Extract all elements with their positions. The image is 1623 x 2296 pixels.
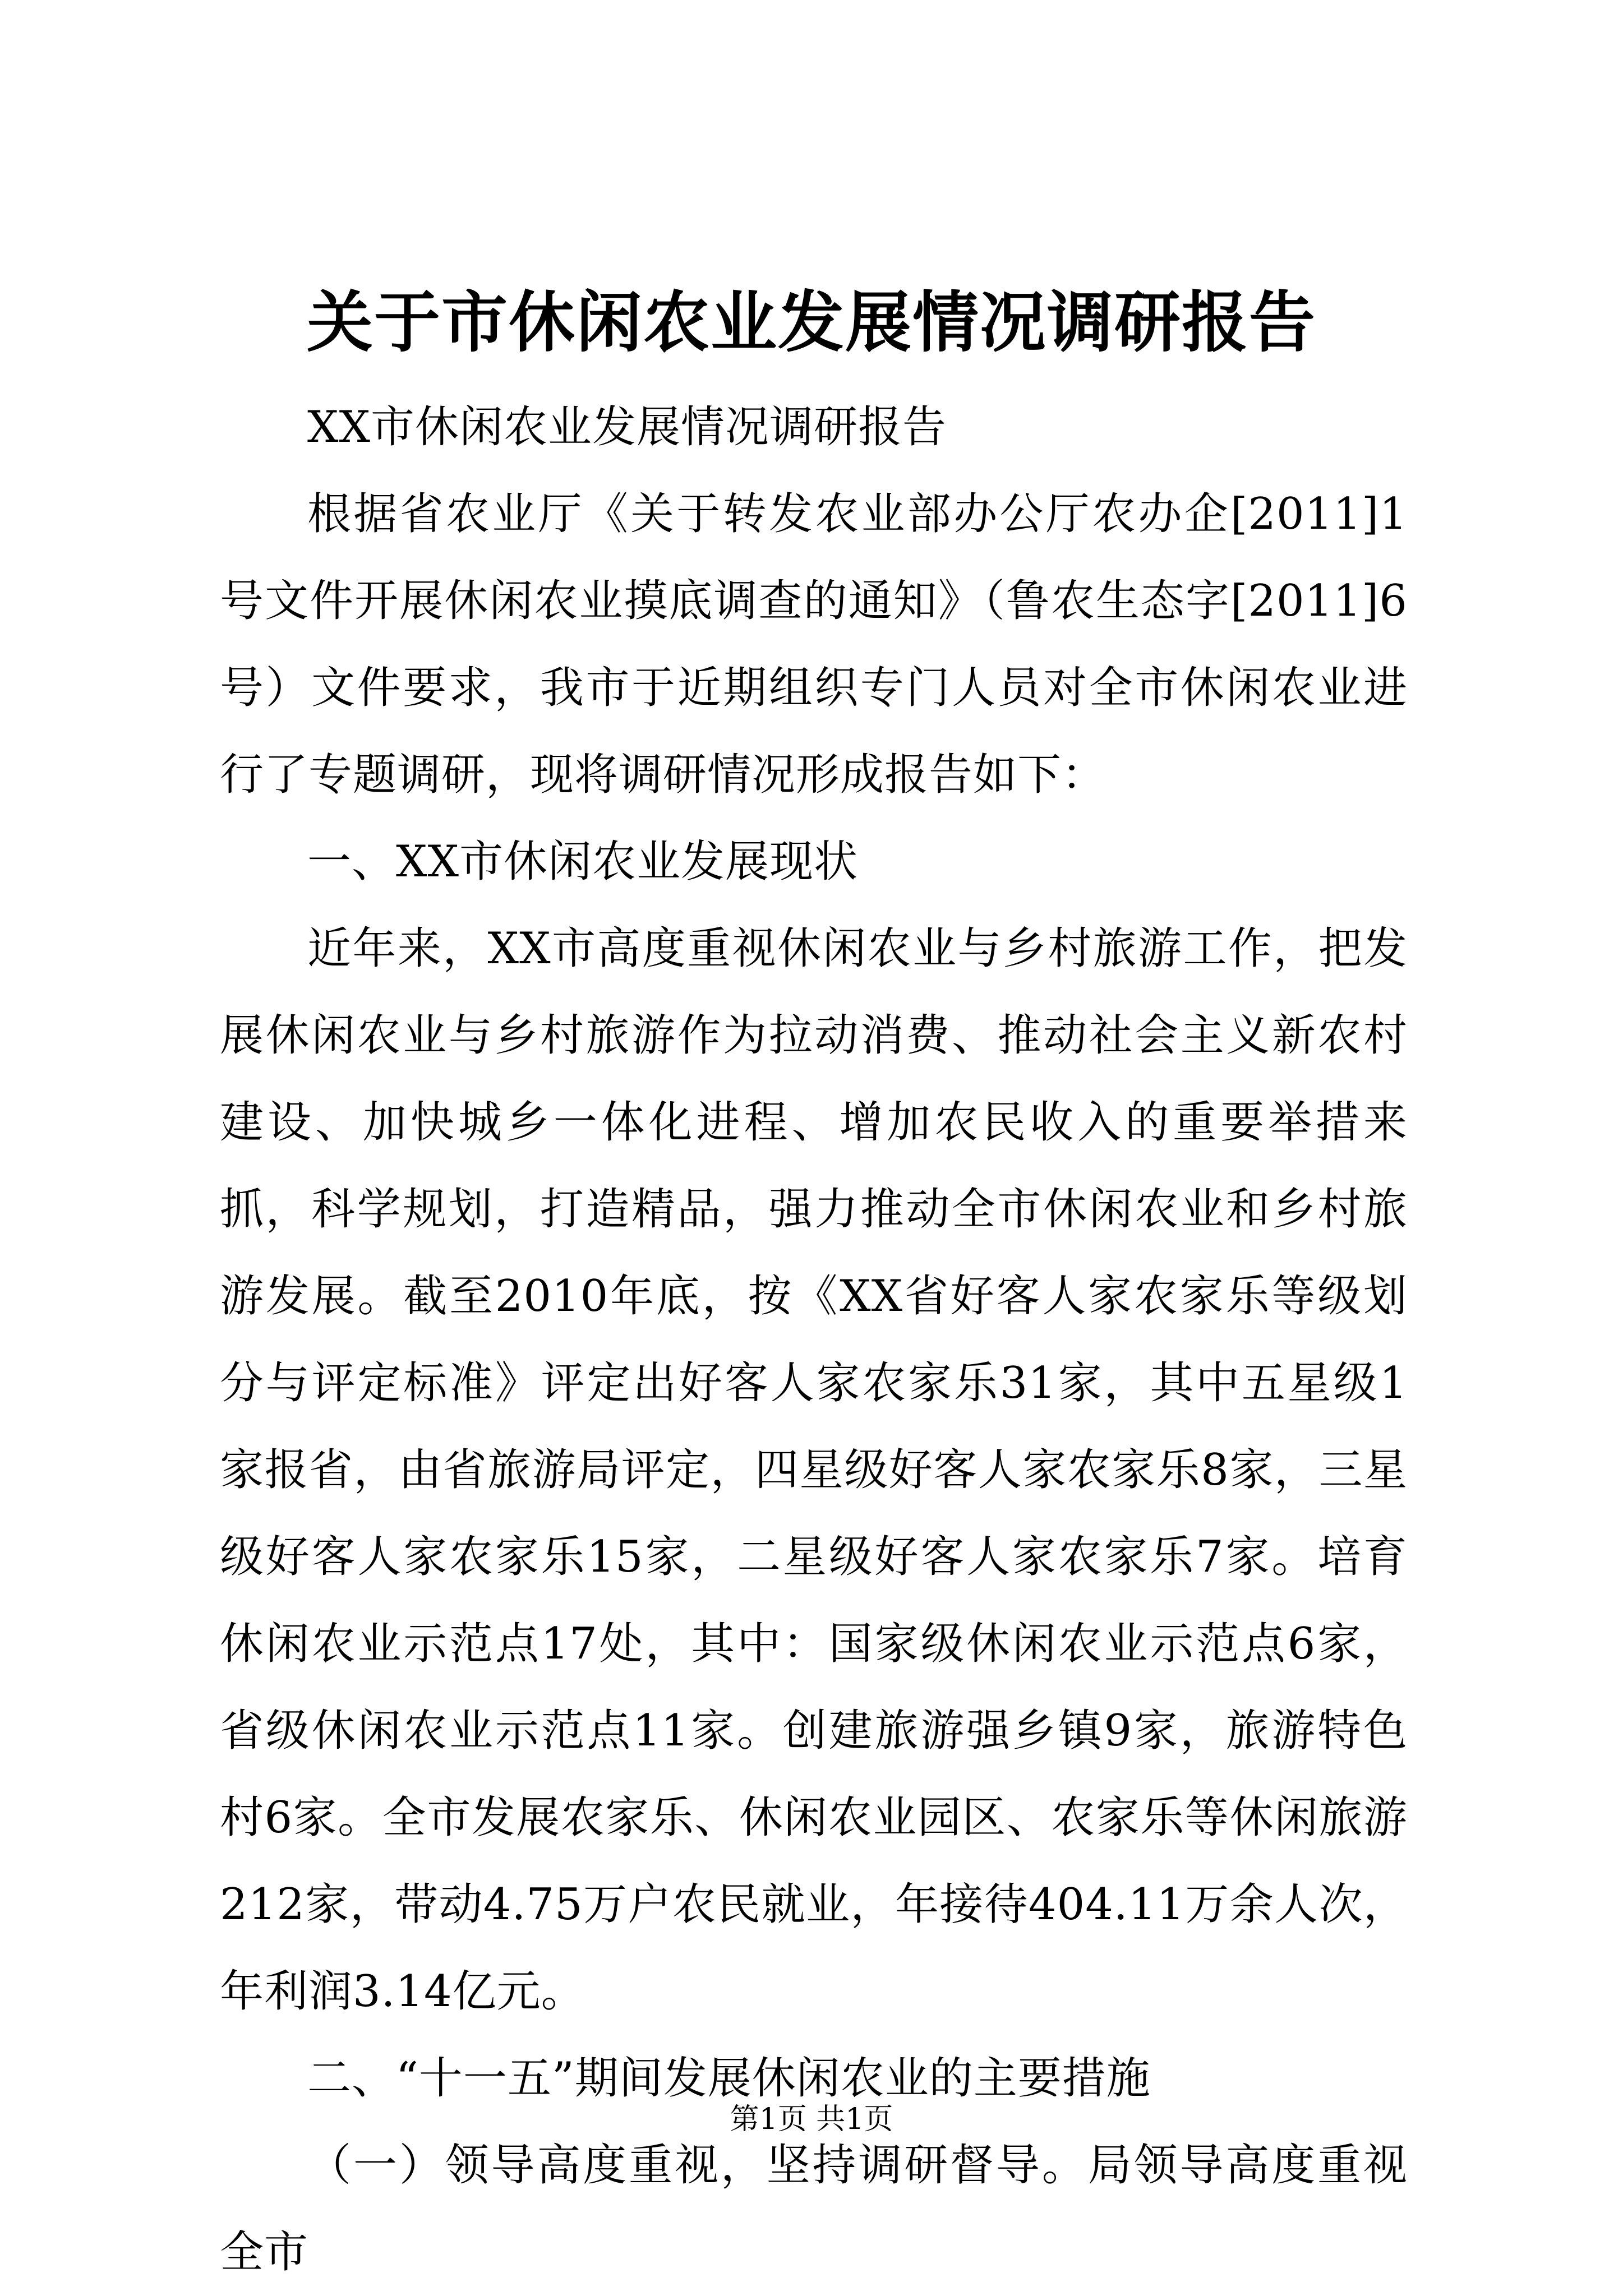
document-body xyxy=(220,384,1408,2296)
section-two-heading: 二、“十一五”期间发展休闲农业的主要措施 xyxy=(307,2053,1151,2104)
page-footer: 第1页 共1页 xyxy=(730,2103,893,2136)
measure-one-paragraph: （一）领导高度重视，坚持调研督导。局领导高度重视全市 xyxy=(220,2140,1408,2277)
status-paragraph: 近年来，XX市高度重视休闲农业与乡村旅游工作，把发展休闲农业与乡村旅游作为拉动消费、推动社会主义新农村建设、加快城乡一体化进程、增加农民收入的重要举措来抓，科学规划，打造精品，强力推动全市休闲农业和乡村旅游发展。截至2010年底，按《XX省好客人家农家乐等级划分与评定标准》评定出好客人家农家乐31家，其中五星级1家报省，由省旅游局评定，四星级好客人家农家乐8家，三星级好客人家农家乐15家，二星级好客人家农家乐7家。培育休闲农业示范点17处，其中：国家级休闲农业示范点6家，省级休闲农业示范点11家。创建旅游强乡镇9家，旅游特色村6家。全市发展农家乐、休闲农业园区、农家乐等休闲旅游212家，带动4.75万户农民就业，年接待404.11万余人次，年利润3.14亿元。 xyxy=(220,923,1408,2017)
report-subtitle-paragraph: XX市休闲农业发展情况调研报告 xyxy=(307,402,947,452)
intro-paragraph: 根据省农业厅《关于转发农业部办公厅农办企[2011]1号文件开展休闲农业摸底调查的通知》（鲁农生态字[2011]6号）文件要求，我市于近期组织专门人员对全市休闲农业进行了专题调研，现将调研情况形成报告如下： xyxy=(220,489,1408,800)
document-title: 关于市休闲农业发展情况调研报告 xyxy=(306,283,1316,361)
section-one-heading: 一、XX市休闲农业发展现状 xyxy=(307,837,859,887)
